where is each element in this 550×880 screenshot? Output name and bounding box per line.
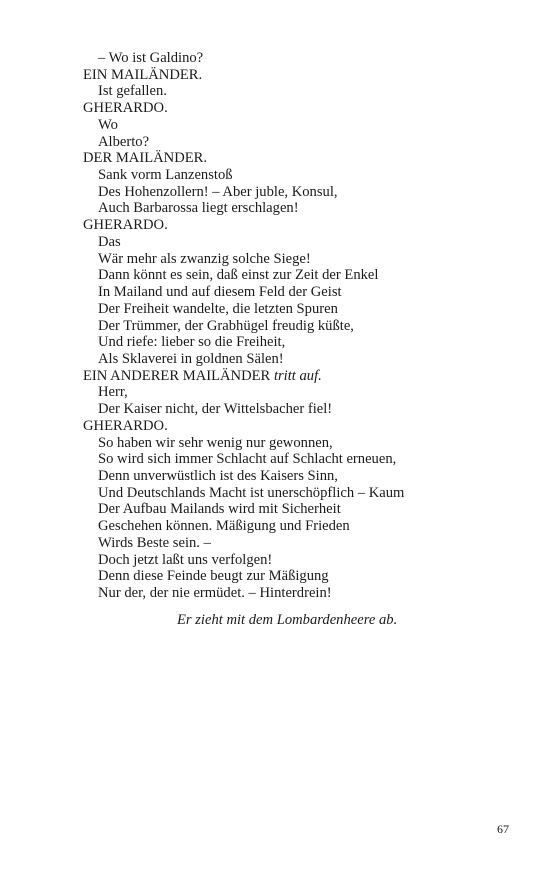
verse-line: Der Aufbau Mailands wird mit Sicherheit	[98, 501, 341, 518]
verse-line: Denn unverwüstlich ist des Kaisers Sinn,	[98, 467, 338, 484]
verse-line: Wär mehr als zwanzig solche Siege!	[98, 250, 311, 267]
text-block	[83, 50, 513, 628]
verse-line: So haben wir sehr wenig nur gewonnen,	[98, 434, 333, 451]
verse-line: Des Hohenzollern! – Aber juble, Konsul,	[98, 183, 338, 200]
speaker-name: DER MAILÄNDER.	[83, 150, 208, 167]
verse-line: Auch Barbarossa liegt erschlagen!	[98, 200, 299, 217]
verse-line: – Wo ist Galdino?	[98, 50, 204, 66]
speaker-name: GHERARDO.	[83, 217, 168, 234]
verse-line: In Mailand und auf diesem Feld der Geist	[98, 284, 342, 301]
speaker-name: GHERARDO.	[83, 100, 168, 117]
verse-line: So wird sich immer Schlacht auf Schlacht erneuen,	[98, 451, 397, 468]
verse-line: Der Freiheit wandelte, die letzten Spuren	[98, 300, 338, 317]
verse-line: Und Deutschlands Macht ist unerschöpflich – Kaum	[98, 484, 405, 501]
verse-line: Als Sklaverei in goldnen Sälen!	[98, 350, 284, 367]
verse-line: Ist gefallen.	[98, 83, 167, 100]
speaker-name: EIN ANDERER MAILÄNDER	[83, 367, 271, 384]
verse-line: Nur der, der nie ermüdet. – Hinterdrein!	[98, 585, 332, 601]
verse-line: Geschehen können. Mäßigung und Frieden	[98, 518, 350, 535]
exit-stage-direction: Er zieht mit dem Lombardenheere ab.	[177, 611, 398, 628]
speaker-entry-line	[83, 368, 513, 385]
verse-line: Und riefe: lieber so die Freiheit,	[98, 334, 286, 351]
verse-line: Alberto?	[98, 133, 150, 150]
verse-line: Denn diese Feinde beugt zur Mäßigung	[98, 568, 329, 585]
verse-line: Wo	[98, 116, 118, 133]
page-number: 67	[497, 822, 509, 836]
verse-line: Der Kaiser nicht, der Wittelsbacher fiel!	[98, 401, 333, 418]
verse-line: Wirds Beste sein. –	[98, 534, 211, 551]
verse-line: Dann könnt es sein, daß einst zur Zeit der Enkel	[98, 267, 379, 284]
verse-line: Das	[98, 233, 121, 250]
verse-line: Herr,	[98, 384, 128, 401]
speaker-name: EIN MAILÄNDER.	[83, 66, 203, 83]
verse-line: Der Trümmer, der Grabhügel freudig küßte,	[98, 317, 354, 334]
verse-line: Doch jetzt laßt uns verfolgen!	[98, 551, 273, 568]
stage-direction: tritt auf.	[273, 367, 322, 384]
verse-line: Sank vorm Lanzenstoß	[98, 167, 233, 184]
speaker-name: GHERARDO.	[83, 417, 168, 434]
